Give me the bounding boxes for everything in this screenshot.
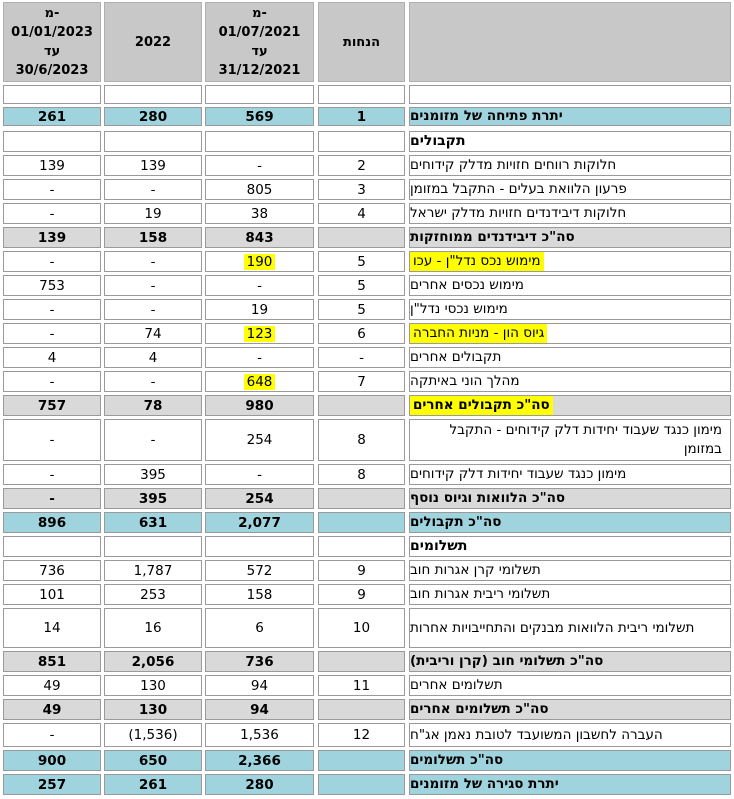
cell-description-text: מהלך הוני באיתקה (410, 373, 520, 389)
cell-h2-2021 (205, 395, 314, 416)
cell-h2-2021-text: 805 (246, 181, 273, 198)
cell-description (409, 227, 731, 248)
cell-2022-text: 1,787 (133, 562, 173, 579)
table-row (0, 774, 734, 795)
table-row (0, 584, 734, 605)
cell-note-text: 5 (357, 253, 366, 270)
cell-description (409, 347, 731, 368)
cell-h2-2021-text: 190 (244, 254, 276, 270)
cell-note (318, 608, 405, 648)
cell-note-text: - (359, 349, 364, 366)
cell-h1-2023 (3, 464, 101, 485)
cell-h2-2021-text: - (257, 466, 262, 483)
cell-2022 (104, 699, 202, 720)
cell-2022 (104, 155, 202, 176)
cell-h2-2021 (205, 723, 314, 747)
cell-note (318, 347, 405, 368)
cell-description (409, 608, 731, 648)
cell-h2-2021 (205, 536, 314, 557)
cell-h2-2021-text: 254 (245, 490, 274, 507)
cell-description (409, 155, 731, 176)
cell-note (318, 179, 405, 200)
cell-h1-2023-text: 49 (42, 701, 62, 718)
cell-h2-2021 (205, 464, 314, 485)
cell-description-text: מימוש נכסי נדל"ן (410, 301, 508, 317)
cell-h1-2023-text: - (49, 205, 55, 222)
cell-2022-text: 631 (138, 514, 168, 531)
cell-note-text: 3 (357, 181, 366, 198)
cell-description (409, 251, 731, 272)
table-row (0, 395, 734, 416)
cell-h2-2021 (205, 155, 314, 176)
table-row (0, 131, 734, 152)
cell-h1-2023-text: - (49, 253, 55, 270)
cell-h2-2021 (205, 85, 314, 104)
cell-note (318, 584, 405, 605)
cell-2022 (104, 675, 202, 696)
cell-2022-text: 74 (144, 325, 162, 342)
cell-h1-2023-text: 14 (43, 620, 61, 636)
cell-note (318, 395, 405, 416)
table-row (0, 750, 734, 771)
cell-note-text: 8 (357, 432, 366, 448)
cell-2022-text: - (150, 253, 156, 270)
cell-h1-2023-text: 49 (43, 677, 61, 694)
cell-2022-text: 395 (138, 490, 168, 507)
cell-note (318, 251, 405, 272)
cell-h1-2023-text: - (49, 325, 55, 342)
table-row (0, 203, 734, 224)
cell-2022-text: (1,536) (128, 727, 178, 743)
cell-2022 (104, 560, 202, 581)
cell-h1-2023-text: 851 (37, 653, 67, 670)
cell-2022 (104, 651, 202, 672)
cell-h2-2021-text: - (257, 349, 262, 366)
table-row (0, 323, 734, 344)
cell-h1-2023 (3, 536, 101, 557)
cell-h2-2021-text: 843 (245, 229, 274, 246)
cell-description-text: מימוש נכסים אחרים (410, 277, 524, 293)
table-row (0, 608, 734, 648)
cell-h2-2021-text: 980 (245, 397, 274, 414)
cell-h2-2021 (205, 299, 314, 320)
cell-2022 (104, 774, 202, 795)
cell-description (409, 203, 731, 224)
cell-h1-2023 (3, 651, 101, 672)
cell-h2-2021-text: 2,077 (238, 514, 281, 531)
cell-2022-text: 395 (140, 466, 166, 483)
cell-h2-2021 (205, 179, 314, 200)
cell-description-text: יתרת פתיחה של מזומנים (410, 108, 563, 124)
cell-note-text: 12 (352, 727, 371, 743)
cell-note-text: 8 (357, 466, 366, 483)
cell-note (318, 675, 405, 696)
cell-2022 (104, 464, 202, 485)
table-row (0, 464, 734, 485)
table-row (0, 651, 734, 672)
cell-description (409, 275, 731, 296)
cell-h2-2021 (205, 608, 314, 648)
cell-description (409, 560, 731, 581)
cell-description (409, 699, 731, 720)
cell-note-text: 9 (357, 586, 366, 603)
cell-2022-text: - (150, 181, 156, 198)
cell-h2-2021 (205, 774, 314, 795)
header-notes: הנחות (318, 2, 405, 82)
cell-2022 (104, 299, 202, 320)
cell-note (318, 275, 405, 296)
cell-note-text: 2 (357, 157, 366, 174)
cell-2022-text: 2,056 (131, 653, 175, 670)
table-row (0, 723, 734, 747)
cell-h2-2021-text: 38 (250, 205, 269, 222)
table-row (0, 488, 734, 509)
cell-h2-2021-text: 1,536 (240, 727, 279, 743)
cell-h2-2021 (205, 371, 314, 392)
cell-h1-2023 (3, 560, 101, 581)
cell-description-text: סה"כ הלוואות וגיוס נוסף (410, 490, 566, 506)
cell-h1-2023-text: 900 (37, 752, 67, 769)
table-row (0, 699, 734, 720)
table-row (0, 85, 734, 104)
cell-h2-2021-text: 19 (250, 301, 269, 318)
cell-h1-2023 (3, 371, 101, 392)
cell-2022 (104, 750, 202, 771)
cell-h1-2023 (3, 299, 101, 320)
cell-h1-2023-text: 261 (37, 108, 67, 125)
cell-note (318, 131, 405, 152)
cell-h1-2023 (3, 179, 101, 200)
cell-h2-2021-text: 123 (244, 326, 276, 342)
cell-description (409, 675, 731, 696)
header-h1-2023: מ- 01/01/2023 עד 30/6/2023 (3, 2, 101, 82)
cell-h2-2021-text: 158 (246, 586, 273, 603)
cell-h2-2021-text: 6 (255, 620, 264, 636)
cell-note-text: 7 (357, 373, 366, 390)
cell-h1-2023 (3, 488, 101, 509)
cell-2022-text: - (150, 373, 156, 390)
cell-note (318, 723, 405, 747)
table-header (0, 2, 734, 82)
cell-2022 (104, 347, 202, 368)
cell-note (318, 488, 405, 509)
cell-note-text: 10 (352, 620, 371, 636)
cell-description (409, 651, 731, 672)
cell-h2-2021 (205, 347, 314, 368)
cell-h2-2021-text: 572 (246, 562, 273, 579)
cell-description (409, 179, 731, 200)
cell-h2-2021 (205, 419, 314, 461)
cell-h1-2023 (3, 251, 101, 272)
cell-2022-text: 650 (138, 752, 168, 769)
cell-h2-2021 (205, 675, 314, 696)
cell-note-text: 4 (357, 205, 366, 222)
cell-description-text: תקבולים אחרים (410, 349, 502, 365)
table-row (0, 227, 734, 248)
cell-h2-2021-text: 569 (245, 108, 274, 125)
cell-2022 (104, 323, 202, 344)
cell-h1-2023-text: 139 (37, 229, 67, 246)
cell-description-text: תשלומי ריבית אגרות חוב (410, 586, 551, 602)
table-row (0, 512, 734, 533)
cell-2022-text: 139 (140, 157, 166, 174)
cell-h1-2023 (3, 675, 101, 696)
cell-description (409, 371, 731, 392)
cell-description (409, 512, 731, 533)
table-row (0, 251, 734, 272)
cell-h2-2021 (205, 107, 314, 126)
cell-2022 (104, 85, 202, 104)
table-row (0, 347, 734, 368)
cell-description-text: תשלומי ריבית הלוואות מבנקים והתחייבויות אחרות (410, 619, 695, 636)
cell-2022-text: - (150, 432, 156, 448)
cell-description-text: מימון כנגד שעבוד יחידות דלק קידוחים (410, 466, 627, 482)
cell-h2-2021 (205, 560, 314, 581)
cell-note (318, 107, 405, 126)
cell-note (318, 651, 405, 672)
cell-description (409, 774, 731, 795)
cell-description-text: גיוס הון - מניות החברה (410, 323, 547, 344)
cell-description-text: סה"כ תשלומים (410, 752, 504, 768)
table-row (0, 560, 734, 581)
cell-h2-2021 (205, 699, 314, 720)
cell-description (409, 584, 731, 605)
cell-2022-text: - (150, 277, 156, 294)
cell-h1-2023 (3, 774, 101, 795)
cell-description (409, 131, 731, 152)
cell-2022-text: 158 (138, 229, 168, 246)
table-row (0, 107, 734, 126)
cell-h2-2021-text: 94 (250, 701, 269, 718)
cell-h2-2021-text: 736 (245, 653, 274, 670)
cell-description-text: פרעון הלוואת בעלים - התקבל במזומן (410, 181, 627, 197)
cell-2022 (104, 488, 202, 509)
cell-h2-2021 (205, 275, 314, 296)
cell-2022-text: 130 (140, 677, 166, 694)
cell-description-text: תשלומים (410, 538, 468, 554)
cell-note (318, 536, 405, 557)
cell-2022 (104, 107, 202, 126)
cell-h1-2023 (3, 512, 101, 533)
cell-description (409, 750, 731, 771)
cell-2022-text: 19 (144, 205, 162, 222)
cell-2022-text: 16 (144, 620, 162, 636)
cell-description (409, 299, 731, 320)
cell-2022 (104, 131, 202, 152)
table-row (0, 275, 734, 296)
cell-h2-2021 (205, 227, 314, 248)
cell-h1-2023-text: 753 (39, 277, 65, 294)
cell-note-text: 11 (352, 677, 371, 694)
cell-description (409, 323, 731, 344)
cell-note (318, 203, 405, 224)
cell-note (318, 299, 405, 320)
cell-h2-2021-text: 2,366 (238, 752, 281, 769)
cell-2022 (104, 512, 202, 533)
cell-description (409, 419, 731, 461)
cell-note-text: 5 (357, 301, 366, 318)
cell-h1-2023 (3, 395, 101, 416)
cell-h1-2023 (3, 608, 101, 648)
table-row (0, 675, 734, 696)
cell-h1-2023 (3, 699, 101, 720)
cell-h1-2023 (3, 131, 101, 152)
cell-h1-2023-text: - (49, 727, 55, 743)
cell-h2-2021-text: - (257, 277, 262, 294)
cell-description (409, 723, 731, 747)
cell-note (318, 464, 405, 485)
table-row (0, 179, 734, 200)
cell-h1-2023-text: - (49, 181, 55, 198)
cell-description (409, 536, 731, 557)
cell-description-text: תשלומי קרן אגרות חוב (410, 562, 541, 578)
cell-description-text: חלוקות דיבידנדים חזויות מדלק ישראל (410, 205, 627, 221)
cell-h1-2023 (3, 750, 101, 771)
cell-h1-2023 (3, 419, 101, 461)
cell-2022 (104, 395, 202, 416)
cell-h1-2023-text: 257 (37, 776, 67, 793)
cell-h1-2023-text: - (49, 373, 55, 390)
cell-h1-2023 (3, 723, 101, 747)
cell-h2-2021 (205, 203, 314, 224)
cell-h1-2023-text: 757 (37, 397, 67, 414)
cell-2022-text: 4 (148, 349, 158, 366)
cell-2022 (104, 227, 202, 248)
cell-note (318, 512, 405, 533)
cell-note (318, 560, 405, 581)
cell-note-text: 1 (356, 108, 367, 125)
cell-h1-2023-text: 101 (39, 586, 65, 603)
cell-description-text: מימוש נכס נדל"ן - עכו (410, 251, 544, 272)
header-2022: 2022 (104, 2, 202, 82)
cell-h1-2023-text: - (49, 466, 55, 483)
cell-note (318, 750, 405, 771)
cell-description-text: מימון כנגד שעבוד יחידות דלק קידוחים - התקבל במזומן (449, 422, 722, 457)
cell-description-text: תקבולים (410, 133, 466, 149)
cell-description (409, 488, 731, 509)
table-row (0, 419, 734, 461)
cell-note-text: 5 (357, 277, 366, 294)
cell-h1-2023 (3, 227, 101, 248)
cell-h1-2023 (3, 275, 101, 296)
table-row (0, 371, 734, 392)
cell-h1-2023-text: - (49, 490, 55, 507)
cell-h1-2023 (3, 584, 101, 605)
cell-2022 (104, 179, 202, 200)
cell-note (318, 699, 405, 720)
cell-h1-2023 (3, 347, 101, 368)
cell-2022 (104, 608, 202, 648)
cell-h1-2023 (3, 155, 101, 176)
cell-h2-2021 (205, 750, 314, 771)
cell-description-text: סה"כ דיבידנדים ממוחזקות (410, 229, 575, 245)
cell-h1-2023 (3, 85, 101, 104)
cell-note (318, 227, 405, 248)
cell-h2-2021-text: 648 (244, 374, 276, 390)
cell-description-text: יתרת סגירה של מזומנים (410, 776, 559, 792)
cell-description-text: העברה לחשבון המשועבד לטובת נאמן אג"ח (410, 726, 663, 743)
header-h2-2021: מ- 01/07/2021 עד 31/12/2021 (205, 2, 314, 82)
table-row (0, 299, 734, 320)
cell-h2-2021-text: - (257, 157, 262, 174)
cell-2022 (104, 251, 202, 272)
cell-note (318, 774, 405, 795)
cell-description (409, 107, 731, 126)
cell-h1-2023-text: 139 (39, 157, 65, 174)
cell-description-text: סה"כ תקבולים (410, 514, 502, 530)
cell-2022 (104, 203, 202, 224)
table-row (0, 155, 734, 176)
cell-description (409, 85, 731, 104)
cell-h1-2023-text: - (49, 432, 55, 448)
cell-description (409, 395, 731, 416)
cell-h1-2023 (3, 323, 101, 344)
cell-h2-2021-text: 254 (246, 432, 273, 448)
cell-description-text: סה"כ תשלומי חוב (קרן וריבית) (410, 653, 604, 669)
table-row (0, 536, 734, 557)
cell-note-text: 9 (357, 562, 366, 579)
cell-note (318, 155, 405, 176)
cell-description-text: תשלומים אחרים (410, 677, 503, 693)
cell-h1-2023-text: - (49, 301, 55, 318)
cell-note (318, 419, 405, 461)
cell-note (318, 323, 405, 344)
cell-h2-2021 (205, 323, 314, 344)
cell-h1-2023 (3, 203, 101, 224)
cell-h2-2021 (205, 512, 314, 533)
cell-description (409, 464, 731, 485)
cell-h1-2023-text: 4 (47, 349, 57, 366)
header-description (409, 2, 731, 82)
cell-note (318, 371, 405, 392)
cell-description-text: חלוקות רווחים חזויות מדלק קידוחים (410, 157, 617, 173)
cell-h2-2021 (205, 251, 314, 272)
cell-h1-2023-text: 896 (37, 514, 67, 531)
cell-2022-text: 253 (140, 586, 166, 603)
cell-note (318, 85, 405, 104)
cell-h2-2021 (205, 584, 314, 605)
cell-2022-text: 130 (138, 701, 168, 718)
cell-2022 (104, 584, 202, 605)
cell-2022-text: 261 (138, 776, 168, 793)
cell-description-text: סה"כ תקבולים אחרים (410, 395, 553, 416)
cell-2022-text: - (150, 301, 156, 318)
cell-h2-2021 (205, 131, 314, 152)
cell-2022 (104, 371, 202, 392)
cell-2022 (104, 275, 202, 296)
cell-h2-2021-text: 94 (250, 677, 269, 694)
cell-h1-2023 (3, 107, 101, 126)
cell-h2-2021 (205, 651, 314, 672)
cell-2022-text: 280 (138, 108, 168, 125)
cell-h1-2023-text: 736 (39, 562, 65, 579)
cell-2022 (104, 723, 202, 747)
cell-2022-text: 78 (143, 397, 163, 414)
cell-2022 (104, 419, 202, 461)
cell-2022 (104, 536, 202, 557)
cell-note-text: 6 (357, 325, 366, 342)
cell-h2-2021 (205, 488, 314, 509)
cell-h2-2021-text: 280 (245, 776, 274, 793)
cell-description-text: סה"כ תשלומים אחרים (410, 701, 549, 717)
